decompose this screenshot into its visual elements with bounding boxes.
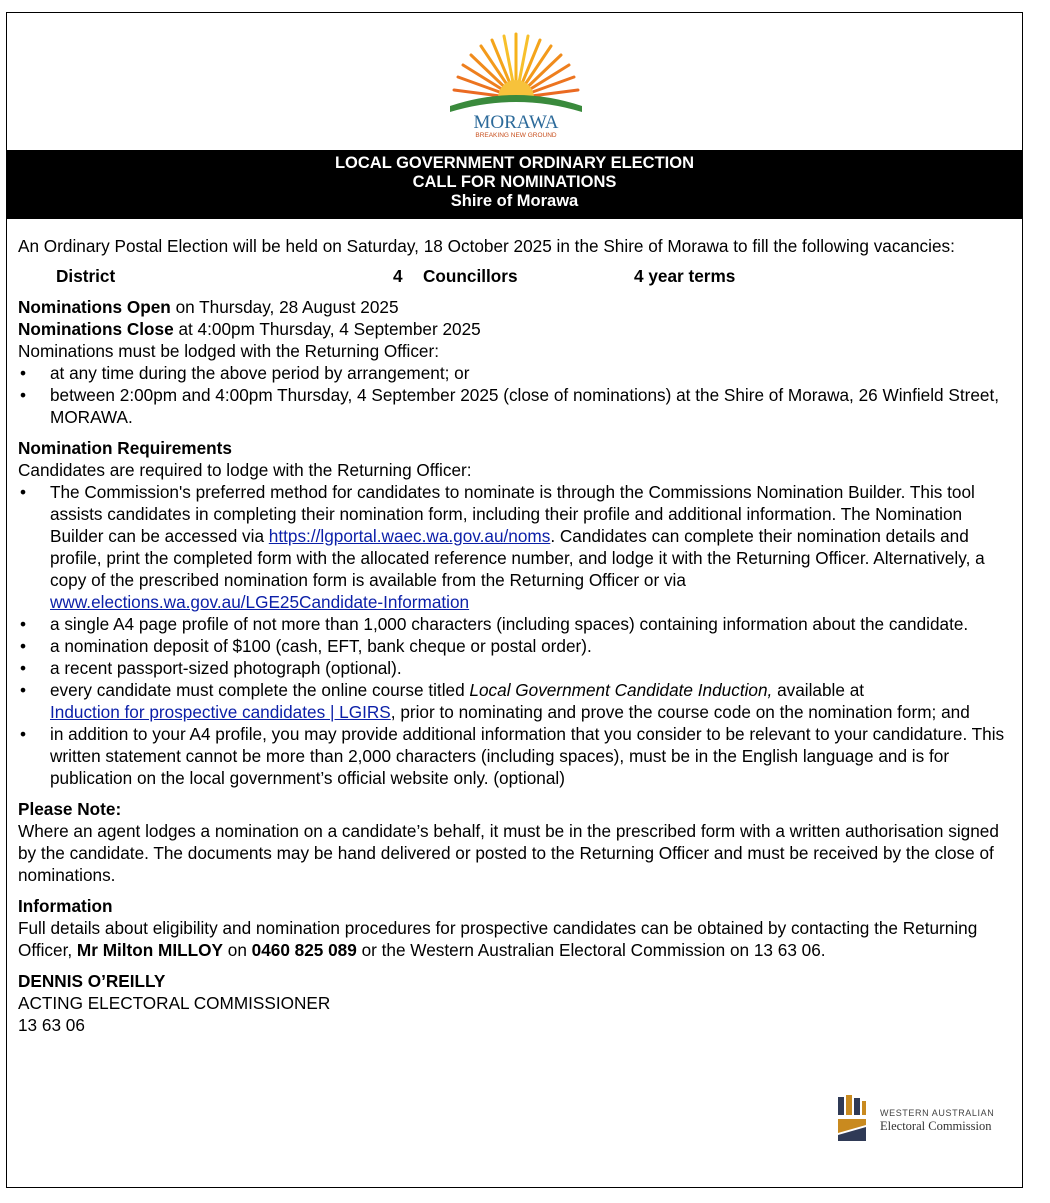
nomination-builder-link[interactable]: https://lgportal.waec.wa.gov.au/noms <box>268 526 551 546</box>
commission-emblem-icon <box>836 1095 868 1143</box>
list-item: • The Commission's preferred method for candidates to nominate is through the Commissions Nomination Builder. This tool assists candidates in completing their nomination form, including their profile and additional information. The Nomination Builder can be accessed via https://lgportal.waec.wa.gov.au/noms. Candidates can complete their nomination details and profile, print the completed form with the allocated reference number, and lodge it with the Returning Officer. Alternatively, a copy of the prescribed nomination form is available from the Returning Officer or via www.elections.wa.gov.au/LGE25Candidate-Information <box>18 481 1012 613</box>
requirements-list <box>18 481 1012 789</box>
nominations-open: Nominations Open on Thursday, 28 August 2025 <box>18 297 399 317</box>
banner-line-1: LOCAL GOVERNMENT ORDINARY ELECTION <box>334 154 695 172</box>
note-heading: Please Note: <box>18 799 122 819</box>
signature-name: DENNIS O’REILLY <box>18 971 166 991</box>
list-item: • a recent passport-sized photograph (optional). <box>18 657 1012 679</box>
title-banner <box>6 150 1023 219</box>
list-item: • between 2:00pm and 4:00pm Thursday, 4 September 2025 (close of nominations) at the Shire of Morawa, 26 Winfield Street, MORAWA. <box>18 384 1012 428</box>
vacancy-role: Councillors <box>423 266 518 286</box>
information-text: Full details about eligibility and nomination procedures for prospective candidates can be obtained by contacting the Returning Officer, Mr Milton MILLOY on 0460 825 089 or the Western Australian Electoral Commission on 13 63 06. <box>18 918 978 960</box>
vacancy-count: 4 <box>393 266 403 286</box>
list-item: • a single A4 page profile of not more than 1,000 characters (including spaces) containing information about the candidate. <box>18 613 1012 635</box>
sunrise-icon <box>446 26 586 142</box>
requirements-heading: Nomination Requirements <box>18 438 232 458</box>
lodge-text: Nominations must be lodged with the Returning Officer: <box>18 341 439 361</box>
lgirs-induction-link[interactable]: Induction for prospective candidates | LGIRS <box>50 702 391 722</box>
banner-line-2: CALL FOR NOMINATIONS <box>412 173 617 191</box>
notice-body <box>18 235 1012 1036</box>
list-item: • at any time during the above period by arrangement; or <box>18 362 1012 384</box>
nominations-close: Nominations Close at 4:00pm Thursday, 4 September 2025 <box>18 319 481 339</box>
list-item: • every candidate must complete the online course titled Local Government Candidate Induction, available at Induction for prospective candidates | LGIRS, prior to nominating and prove the course code on the nomination form; and <box>18 679 1012 723</box>
svg-text:BREAKING NEW GROUND: BREAKING NEW GROUND <box>475 132 557 139</box>
vacancy-row <box>18 265 1012 287</box>
commission-logo-line-2: Electoral Commission <box>880 1119 992 1133</box>
intro-paragraph: An Ordinary Postal Election will be held on Saturday, 18 October 2025 in the Shire of Morawa to fill the following vacancies: <box>18 236 955 256</box>
returning-officer-phone: 0460 825 089 <box>251 940 357 960</box>
returning-officer-name: Mr Milton MILLOY <box>76 940 223 960</box>
svg-text:MORAWA: MORAWA <box>473 112 559 133</box>
candidate-information-link[interactable]: www.elections.wa.gov.au/LGE25Candidate-Information <box>50 592 470 612</box>
information-heading: Information <box>18 896 113 916</box>
electoral-commission-logo <box>836 1095 1016 1145</box>
morawa-logo <box>446 26 586 142</box>
note-text: Where an agent lodges a nomination on a candidate’s behalf, it must be in the prescribed form with a written authorisation signed by the candidate. The documents may be hand delivered or posted to the Returning Officer and must be received by the close of nominations. <box>18 821 999 885</box>
list-item: • a nomination deposit of $100 (cash, EFT, bank cheque or postal order). <box>18 635 1012 657</box>
vacancy-district: District <box>56 266 116 286</box>
vacancy-term: 4 year terms <box>634 266 736 286</box>
banner-line-3: Shire of Morawa <box>450 192 579 210</box>
signature-title: ACTING ELECTORAL COMMISSIONER <box>18 993 331 1013</box>
lodge-list <box>18 362 1012 428</box>
requirements-intro: Candidates are required to lodge with the Returning Officer: <box>18 460 472 480</box>
signature-phone: 13 63 06 <box>18 1015 85 1035</box>
list-item: • in addition to your A4 profile, you may provide additional information that you consider to be relevant to your candidature. This written statement cannot be more than 2,000 characters (including spaces), must be in the English language and is for publication on the local government’s official website only. (optional) <box>18 723 1012 789</box>
commission-logo-line-1: WESTERN AUSTRALIAN <box>880 1108 995 1118</box>
